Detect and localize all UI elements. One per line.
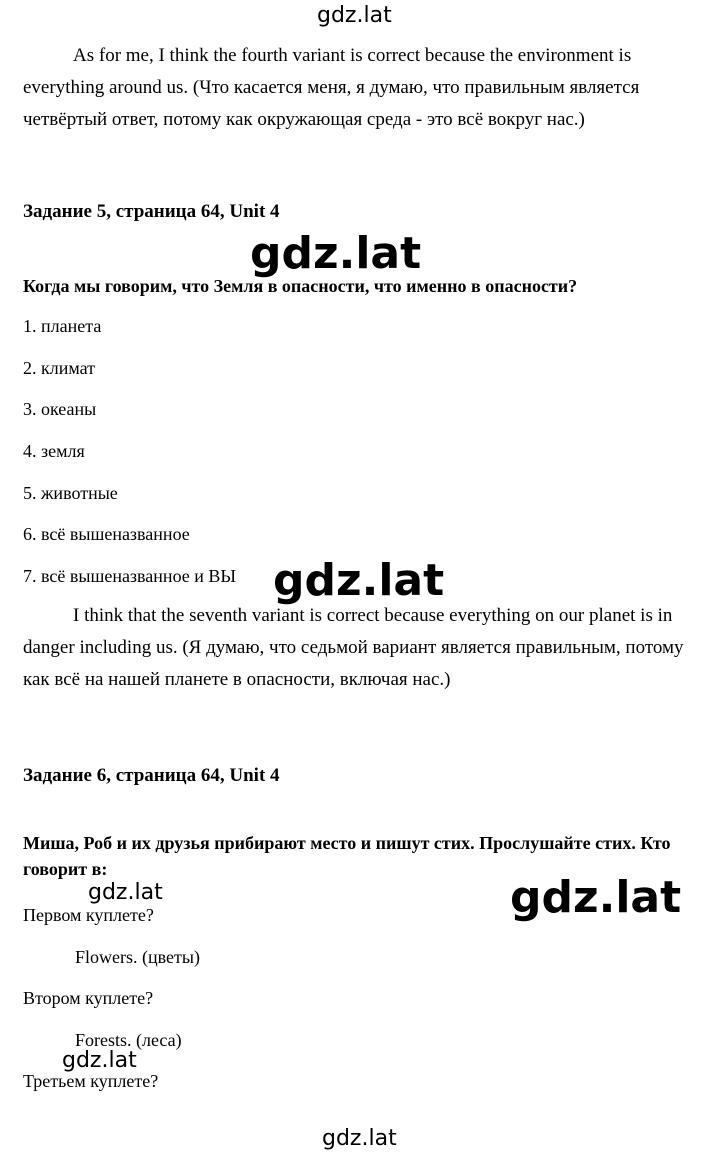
task5-option-4: 4. земля — [23, 441, 85, 461]
watermark-bottom: gdz.lat — [322, 1126, 397, 1151]
task6-prompt-3: Третьем куплете? — [23, 1071, 159, 1091]
task5-option-7: 7. всё вышеназванное и ВЫ — [23, 566, 237, 586]
watermark-big-2: gdz.lat — [273, 555, 445, 606]
task5-option-3: 3. океаны — [23, 399, 97, 419]
task6-answer-2: Forests. (леса) — [75, 1030, 182, 1050]
task5-option-6: 6. всё вышеназванное — [23, 524, 190, 544]
task4-answer-paragraph: As for me, I think the fourth variant is correct because the environment is everything around us. (Что касается меня, я думаю, что правильным является четвёртый ответ, потому как окружающая среда - это всё вокруг нас.) — [23, 45, 640, 130]
watermark-top: gdz.lat — [317, 3, 392, 28]
watermark-small-1: gdz.lat — [88, 880, 163, 905]
task5-option-5: 5. животные — [23, 483, 118, 503]
task5-heading: Задание 5, страница 64, Unit 4 — [23, 201, 280, 222]
task6-answer-1: Flowers. (цветы) — [75, 947, 200, 967]
task6-prompt-2: Втором куплете? — [23, 988, 154, 1008]
task5-answer-paragraph: I think that the seventh variant is correct because everything on our planet is in danger including us. (Я думаю, что седьмой вариант является правильным, потому как всё на нашей планете в опасности, включая нас.) — [23, 605, 684, 690]
task6-prompt-1: Первом куплете? — [23, 905, 154, 925]
watermark-big-1: gdz.lat — [250, 228, 422, 279]
task6-heading: Задание 6, страница 64, Unit 4 — [23, 765, 280, 786]
watermark-big-3: gdz.lat — [510, 872, 682, 923]
task5-option-1: 1. планета — [23, 316, 102, 336]
task6-question: Миша, Роб и их друзья прибирают место и пишут стих. Прослушайте стих. Кто говорит в: — [23, 833, 671, 879]
watermark-small-2: gdz.lat — [62, 1048, 137, 1073]
task5-question: Когда мы говорим, что Земля в опасности, что именно в опасности? — [23, 276, 578, 296]
task5-option-2: 2. климат — [23, 358, 96, 378]
